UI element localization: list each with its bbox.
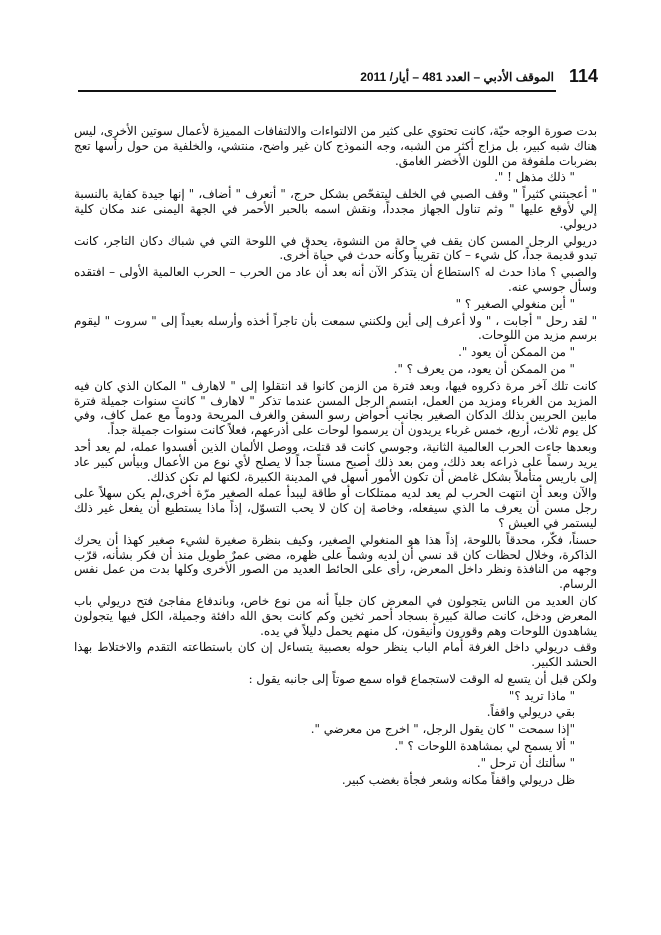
paragraph: والآن وبعد أن انتهت الحرب لم يعد لديه ممتلكات أو طاقة ليبدأ عمله الصغير مرّة أخرى،لم يكن سهلاً على رجل مسن أن يعرف ما الذي سيفعله، وخاصة إن كان لا يحب التسوّل، إذاً ماذا يستطيع أن يفعل غير ذلك ليستمر في العيش ؟ bbox=[74, 486, 597, 530]
article-body bbox=[74, 124, 597, 789]
paragraph: " لقد رحل " أجابت ، " ولا أعرف إلى أين ولكنني سمعت بأن تاجراً أخذه وأرسله بعيداً إلى " سروت " ليقوم برسم مزيد من اللوحات. bbox=[74, 313, 597, 343]
page-header bbox=[78, 66, 598, 92]
paragraph: حسناً، فكّر، محدقاً باللوحة، إذاً هذا هو المنغولي الصغير، وكيف بنظرة صغيرة لشيء صغير كهذا أن يحرك الذاكرة، وخلال لحظات كان قد نسي أن لديه وشماً على ظهره، مضى عمرٌ طويل منذ أن فكر بشأنه، قرّب وجهه من النافذة ونظر داخل المعرض، رأى على الحائط العديد من الصور الأخرى وكلها بدت من عمل نفس الرسام. bbox=[74, 532, 597, 592]
paragraph: " سألتك أن ترحل ". bbox=[476, 755, 575, 770]
header-rule bbox=[78, 90, 556, 92]
running-title: الموقف الأدبي – العدد 481 – أيار/ 2011 bbox=[360, 70, 554, 84]
paragraph: "إذا سمحت " كان يقول الرجل، " اخرج من معرضي ". bbox=[310, 722, 575, 737]
paragraph: " أين منغولي الصغير ؟ " bbox=[455, 296, 575, 311]
paragraph: " أعجبتني كثيراً " وقف الصبي في الخلف ليتفحّص بشكل حرج، " أتعرف " أضاف، " إنها جيدة كفاية بالنسبة إلي لأوقع عليها " وثم تناول الجهاز مجدداً، ونقش اسمه بالحبر الأحمر في الجهة اليمنى عند مكان كلية دريولي. bbox=[74, 187, 597, 231]
paragraph: " ذلك مذهل ! ". bbox=[494, 170, 575, 185]
paragraph: وقف دريولي داخل الغرفة أمام الباب ينظر حوله بعصبية يتساءل إن كان باستطاعته التقدم والاختلاط بهذا الحشد الكبير. bbox=[74, 640, 597, 670]
paragraph: دريولي الرجل المسن كان يقف في حالة من النشوة، يحدق في اللوحة التي في شباك دكان التاجر، كانت تبدو قديمة جداً، كل شيء – كان تقريباً وكأنه حدث في حياة أخرى. bbox=[74, 233, 597, 263]
paragraph: " من الممكن أن يعود، من يعرف ؟ ". bbox=[393, 361, 575, 376]
paragraph: ولكن قبل أن يتسع له الوقت لاستجماع قواه سمع صوتاً إلى جانبه يقول : bbox=[248, 671, 597, 686]
paragraph: " من الممكن أن يعود ". bbox=[458, 345, 575, 360]
paragraph: بدت صورة الوجه حيّة، كانت تحتوي على كثير من الالتواءات والالتفافات المميزة لأعمال سوتين الأخرى، ليس هناك شبه كبير، بل مزاج أكثر من الشبه، وجه النموذج كان غير واضح، منتشي، والخلفية من حول رأسها تعج بضربات ملفوفة من اللون الأخضر الغامق. bbox=[74, 124, 597, 168]
paragraph: كان العديد من الناس يتجولون في المعرض كان جلياً أنه من نوع خاص، وباندفاع مفاجئ فتح دريولي باب المعرض ودخل، كانت صالة كبيرة بسجاد أحمر ثخين وكم كانت بحق الله دافئة وجميلة، الكل فيها يتجولون يشاهدون اللوحات وهم وقورون وأنيقون، كل منهم يحمل دليلاً في يده. bbox=[74, 593, 597, 638]
paragraph: ظل دريولي واقفاً مكانه وشعر فجأة بغضب كبير. bbox=[341, 772, 575, 787]
paragraph: " ماذا تريد ؟" bbox=[508, 688, 575, 703]
paragraph: والصبي ؟ ماذا حدث له ؟استطاع أن يتذكر الآن أنه بعد أن عاد من الحرب – الحرب العالمية الأولى – افتقده وسأل جوسي عنه. bbox=[74, 265, 597, 294]
page-number: 114 bbox=[568, 66, 598, 86]
paragraph: بقي دريولي واقفاً. bbox=[486, 705, 575, 720]
paragraph: كانت تلك آخر مرة ذكروه فيها، وبعد فترة من الزمن كانوا قد انتقلوا إلى " لاهارف " المكان الذي كان فيه المزيد من الغرباء ومزيد من العمل، ابتسم الرجل المسن عندما تذكر " لاهارف " كانت سنوات جميلة فترة مابين الحربين بذلك الدكان الصغير بجانب أحواض رسو السفن والغرف المريحة ودوماً مع عمل كاف، وفي كل يوم ثلاث، أربع، خمس غرباء يريدون أن يرسموا لوحات على أذرعهم، فعلاً كانت سنوات جميلة جداً. bbox=[74, 378, 597, 438]
paragraph: " ألا يسمح لي بمشاهدة اللوحات ؟ ". bbox=[394, 739, 575, 754]
paragraph: وبعدها جاءت الحرب العالمية الثانية، وجوسي كانت قد قتلت، ووصل الألمان الذين أفسدوا عمله، لم يعد أحد يريد رسماً على ذراعه بعد ذلك، ومن بعد ذلك أصبح مسناً جداً لا يصلح لأي نوع من الأعمال وبيأس كبير عاد إلى باريس متأملاً بشكل غامض أن تكون الأمور أسهل في المدينة الكبيرة، لكنها لم تكن كذلك. bbox=[74, 439, 597, 484]
